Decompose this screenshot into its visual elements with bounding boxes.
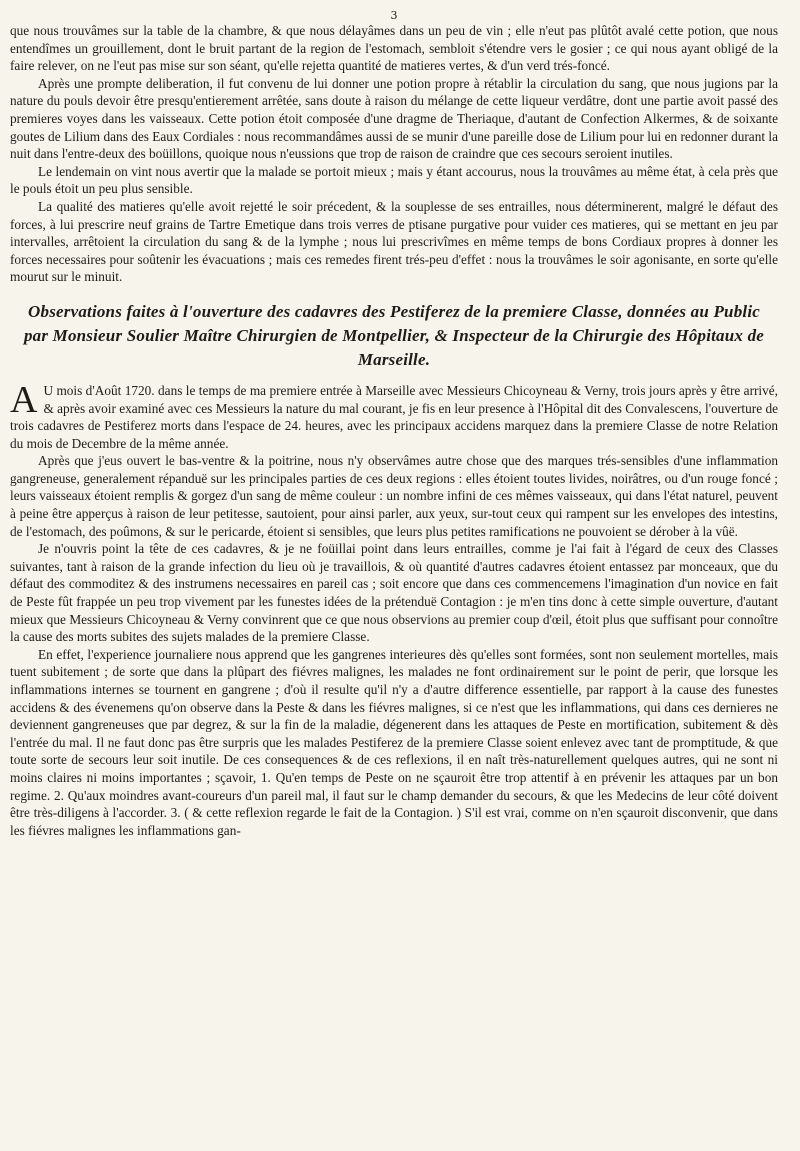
drop-cap: A <box>10 378 38 421</box>
paragraph: Le lendemain on vint nous avertir que la malade se portoit mieux ; mais y étant accourus, nous la trouvâmes au même état, à cela près que le pouls étoit un peu plus sensible. <box>10 163 778 197</box>
section-title: Observations faites à l'ouverture des cadavres des Pestiferez de la premiere Classe, données au Public par Monsieur Soulier Maître Chirurgien de Montpellier, & Inspecteur de la Chirurgie des Hôpitaux de Marseille. <box>23 301 765 369</box>
paragraph: La qualité des matieres qu'elle avoit rejetté le soir précedent, & la souplesse de ses entrailles, nous déterminerent, malgré le défaut des forces, à lui prescrire neuf grains de Tartre Emetique dans trois verres de ptisane purgative pour vuider ces matieres, qui se mettant en jeu par intervalles, arrêtoient la circulation du sang & de la lymphe ; nous lui prescrivîmes en même temps de bons Cordiaux propres à donner les forces necessaires pour soûtenir les évacuations ; mais ces remedes firent trés-peu d'effet : nous la trouvâmes le soir agonisante, en sorte qu'elle mourut sur le minuit. <box>10 198 778 285</box>
paragraph: Après que j'eus ouvert le bas-ventre & la poitrine, nous n'y observâmes autre chose que des marques trés-sensibles d'une inflammation gangreneuse, generalement répanduë sur les principales parties de ces deux regions : elles étoient toutes livides, noirâtres, ou d'un rouge foncé ; leurs vaisseaux étoient remplis & gorgez d'un sang de même couleur : un nombre infini de ces mêmes vaisseaux, qui dans l'état naturel, peuvent à peine être apperçus à raison de leur petitesse, sautoient, pour ainsi parler, aux yeux, sur-tout ceux qui rampent sur les envelopes des intestins, de l'estomach, des poûmons, & sur le pericarde, étoient si sensibles, que leurs plus petites ramifications ne pouvoient se dérober à la vûë. <box>10 453 778 539</box>
paragraph: Je n'ouvris point la tête de ces cadavres, & je ne foüillai point dans leurs entrailles, comme je l'ai fait à l'égard de ceux des Classes suivantes, tant à raison de la grande infection du lieu où je travaillois, & où quantité d'autres cadavres étoient entassez par monceaux, que du défaut des commoditez & des instrumens necessaires en pareil cas ; soit encore que dans ces commencemens l'imagination d'un novice en fait de Peste fût frappée un peu trop vivement par les funestes idées de la prétenduë Contagion : je m'en tins donc à cette simple ouverture, d'autant mieux que Messieurs Chicoyneau & Verny convinrent que ce que nous observions au premier coup d'œil, étoit plus que suffisant pour connoître la cause des morts subites des sujets malades de la premiere Classe. <box>10 541 778 645</box>
paragraph-first <box>10 378 778 452</box>
paragraph-first-text: U mois d'Août 1720. dans le temps de ma premiere entrée à Marseille avec Messieurs Chicoyneau & Verny, trois jours après y être arrivé, & après avoir examiné avec ces Messieurs la nature du mal courant, je fis en leur presence à l'Hôpital dit des Convalescens, l'ouverture de trois cadavres de Pestiferez morts dans l'espace de 24. heures, avec les principaux accidens marquez dans la premiere Classe de notre Relation du mois de Decembre de la même année. <box>10 382 778 451</box>
page-number: 3 <box>390 9 398 22</box>
paragraph: Après une prompte deliberation, il fut convenu de lui donner une potion propre à rétablir la circulation du sang, que nous jugions par la nature du pouls devoir être presqu'entierement arrêtée, sans doute à raison du mélange de cette liqueur verdâtre, dont une partie avoit passé des premieres voyes dans les vaisseaux. Cette potion étoit composée d'une dragme de Theriaque, d'autant de Confection Alkermes, & de soixante goutes de Lilium dans des Eaux Cordiales : nous recommandâmes aussi de se munir d'une pareille dose de Lilium pour lui en redonner durant la nuit dans l'entre-deux des boüillons, quoique nous n'eussions que trop de raison de craindre que ces secours seroient inutiles. <box>10 75 778 162</box>
paragraph: En effet, l'experience journaliere nous apprend que les gangrenes interieures dès qu'elles sont formées, sont non seulement mortelles, mais tuent subitement ; de sorte que dans la plûpart des fiévres malignes, les malades ne font ordinairement sur le point de perir, que lorsque les inflammations internes se tournent en gangrene ; d'où il resulte qu'il n'y a d'autre difference essentielle, par rapport à la cause des funestes accidens & des évenemens qu'on observe dans la Peste & dans les fiévres malignes, si ce n'est que les inflammations, qui dans ces dernieres ne deviennent gangreneuses que par degrez, & sur la fin de la maladie, dégenerent dans les attaques de Peste en mortification, subitement & dès l'entrée du mal. Il ne faut donc pas être surpris que les malades Pestiferez de la premiere Classe soient enlevez avec tant de promptitude, & que toute sorte de secours leur soit inutile. De ces consequences & de ces reflexions, il en naît très-naturellement quelques autres, qui ne sont ni moins claires ni moins importantes ; sçavoir, 1. Qu'en temps de Peste on ne sçauroit être trop attentif à en prévenir les attaques par un bon regime. 2. Qu'aux moindres avant-coureurs d'un pareil mal, il faut sur le champ demander du secours, & que les Medecins de leur côté doivent être très-diligens à l'accorder. 3. ( & cette reflexion regarde le fait de la Contagion. ) S'il est vrai, comme on n'en sçauroit disconvenir, que dans les fiévres malignes les inflammations gan- <box>10 646 778 838</box>
section-body <box>10 378 778 839</box>
paragraph-continued: que nous trouvâmes sur la table de la chambre, & que nous délayâmes dans un peu de vin ; elle n'eut pas plûtôt avalé cette potion, que nous entendîmes un grouillement, dont le bruit partant de la region de l'estomach, sembloit s'étendre vers le gosier ; ce qui nous ayant obligé de la faire relever, on ne l'eut pas mise sur son séant, qu'elle rejetta quantité de matieres vertes, & d'un verd trés-foncé. <box>10 23 778 74</box>
body-text <box>10 22 778 286</box>
